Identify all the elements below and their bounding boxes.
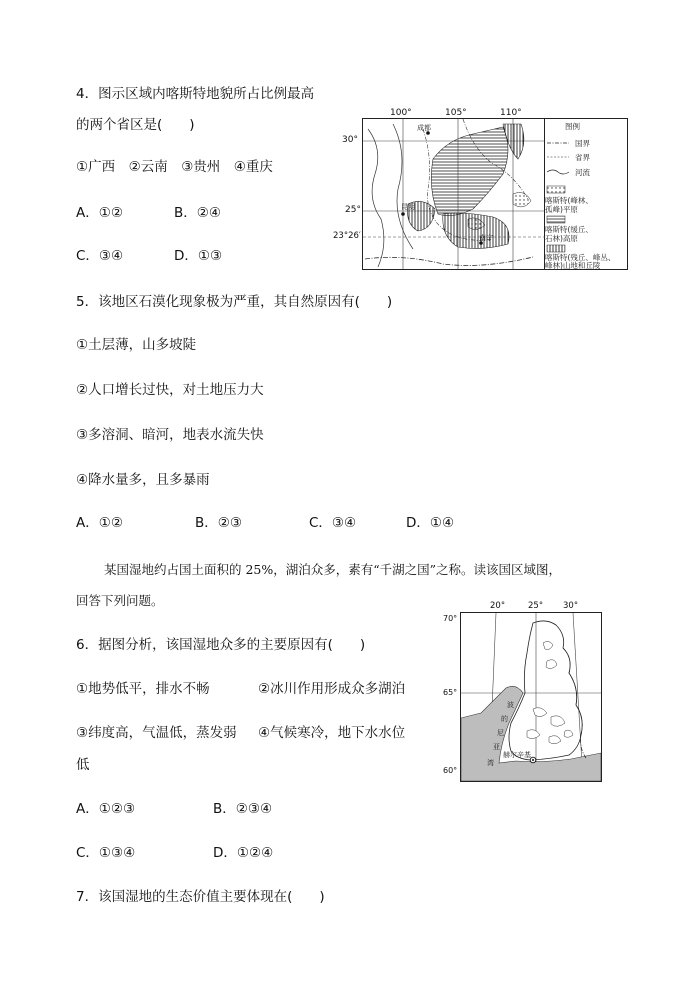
q4-stem-line1: 4．图示区域内喀斯特地貌所占比例最高 [76,86,315,102]
map1-lon-110: 110° [500,108,522,118]
finland-map [460,612,602,782]
q7-stem: 7．该国湿地的生态价值主要体现在( ) [76,889,325,905]
karst-region-map [362,118,545,270]
q5-item-1: ①土层薄，山多坡陡 [76,337,197,353]
q5-item-2: ②人口增长过快，对土地压力大 [76,382,264,398]
map1-lon-100: 100° [390,108,412,118]
passage-line1: 某国湿地约占国土面积的 25%，湖泊众多，素有“千湖之国”之称。读该国区域图， [104,562,562,577]
legend-border: 国界 [575,139,590,148]
q4-items: ①广西 ②云南 ③贵州 ④重庆 [76,159,273,175]
map2-lat-70: 70° [443,614,458,623]
q4-option-c: C．③④ [76,248,124,264]
q5-stem: 5．该地区石漠化现象极为严重，其自然原因有( ) [76,294,393,310]
map2-lon-20: 20° [490,601,506,611]
map2-lat-60: 60° [443,766,458,775]
q6-stem: 6．据图分析，该国湿地众多的主要原因有( ) [76,637,366,653]
q5-item-4: ④降水量多，且多暴雨 [76,472,210,488]
map1-lon-105: 105° [445,108,467,118]
q4-stem-line2: 的两个省区是( ) [76,117,195,133]
map1-city-chengdu: 成都 [417,124,431,132]
legend-karst2-line1: 喀斯特(缓丘、 [545,225,593,234]
legend-karst1-line1: 喀斯特(峰林、 [545,196,593,205]
q6-item-2: ②冰川作用形成众多湖泊 [258,681,406,697]
q6-item-4-cont: 低 [76,757,90,773]
q6-item-3: ③纬度高，气温低，蒸发弱 [76,725,237,741]
map2-sea-char4: 亚 [493,743,500,751]
q5-option-c: C．③④ [309,515,357,531]
legend-karst3-line1: 喀斯特(残丘、峰丛、 [545,253,616,262]
finland-map-graphic [461,613,601,781]
q5-item-3: ③多溶洞、暗河，地表水流失快 [76,427,264,443]
map1-lat-25: 25° [345,205,361,215]
map2-lon-30: 30° [563,601,579,611]
q4-option-d: D．①③ [174,248,223,264]
q6-option-d: D．①②④ [213,845,274,861]
map2-lon-25: 25° [528,601,544,611]
q4-option-b: B．②④ [174,205,221,221]
q5-option-d: D．①④ [406,515,455,531]
q5-option-b: B．②③ [195,515,242,531]
legend-karst2-line2: 石林)高原 [545,234,578,243]
legend-title: 图例 [565,122,580,131]
passage-line2: 回答下列问题。 [76,593,164,608]
q6-option-b: B．②③④ [213,801,273,817]
q6-option-a: A．①②③ [76,801,136,817]
q6-item-1: ①地势低平，排水不畅 [76,681,210,697]
q5-option-a: A．①② [76,515,123,531]
q6-item-4: ④气候寒冷，地下水水位 [258,725,406,741]
map1-legend [543,118,628,270]
legend-province: 省界 [575,153,590,162]
legend-karst1-line2: 孤峰)平原 [545,205,578,214]
map2-sea-char1: 波 [507,701,514,709]
legend-river: 河流 [575,168,590,177]
legend-karst3-line2: 峰林)山地和丘陵 [545,261,601,269]
q4-option-a: A．①② [76,205,123,221]
map1-lat-30: 30° [342,135,358,145]
karst-map-graphic [363,119,544,269]
map2-lat-65: 65° [443,688,458,697]
q6-option-c: C．①③④ [76,845,136,861]
map2-sea-char5: 湾 [487,759,494,767]
map2-city-helsinki: 赫尔辛基 [503,751,531,759]
map1-lat-tropic: 23°26′ [333,231,361,241]
map1-city-kunming: 昆明 [401,203,415,211]
map2-sea-char3: 尼 [497,729,504,737]
map2-sea-char2: 的 [501,715,508,723]
map1-city-nanning: 南宁 [479,234,493,242]
